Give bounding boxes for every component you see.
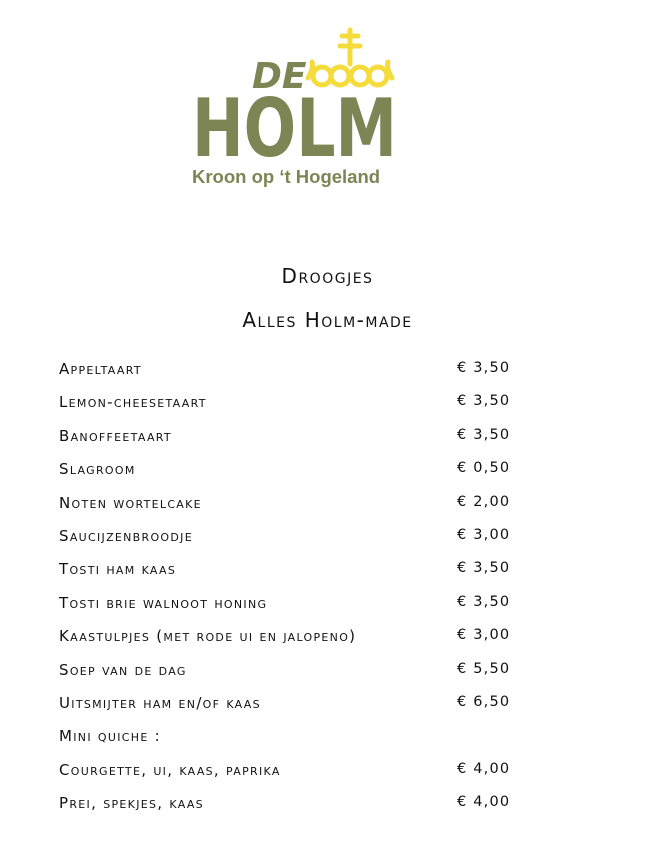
menu-item — [59, 727, 519, 760]
menu-item-name: Kaastulpjes (met rode ui en jalopeno) — [59, 627, 357, 646]
menu-item-name: Uitsmijter ham en/of kaas — [59, 693, 261, 712]
menu-item — [59, 527, 519, 560]
menu-item-name: Tosti brie walnoot honing — [59, 593, 268, 612]
menu-item-name: Slagroom — [59, 460, 136, 479]
menu-item — [59, 427, 519, 460]
menu-item — [59, 460, 519, 493]
menu-item — [59, 794, 519, 827]
logo — [190, 22, 405, 192]
menu-item-price: € 3,50 — [457, 560, 511, 577]
menu-item — [59, 594, 519, 627]
section-title: Droogjes — [281, 264, 374, 288]
section-subtitle: Alles Holm-made — [242, 308, 413, 332]
menu-item-price: € 6,50 — [457, 693, 511, 710]
menu-item — [59, 560, 519, 593]
menu-item-name: Mini quiche : — [59, 727, 162, 746]
menu-item-name: Saucijzenbroodje — [59, 526, 193, 545]
menu-item-name: Appeltaart — [59, 360, 142, 378]
menu-item-price: € 5,50 — [457, 660, 511, 677]
menu-item-name: Noten wortelcake — [59, 493, 202, 512]
menu-item — [59, 694, 519, 727]
menu-item-name: Courgette, ui, kaas, paprika — [59, 760, 281, 779]
menu-item-name: Prei, spekjes, kaas — [59, 794, 204, 813]
menu-item-name: Lemon-cheesetaart — [59, 393, 207, 412]
menu-item-price: € 3,50 — [457, 393, 511, 410]
crown-icon — [308, 30, 392, 85]
menu-item — [59, 661, 519, 694]
logo-word-holm: HOLM — [192, 82, 397, 167]
menu-item-price: € 3,50 — [457, 360, 511, 376]
menu-item-price: € 2,00 — [457, 493, 511, 510]
logo-graphic — [190, 22, 405, 167]
menu-item-price: € 3,00 — [457, 627, 511, 644]
menu-item-price: € 4,00 — [457, 794, 511, 811]
menu-list — [59, 360, 519, 827]
menu-item — [59, 360, 519, 393]
logo-word-de: DE — [252, 56, 307, 97]
menu-item-price: € 3,50 — [457, 426, 511, 443]
menu-item-price: € 4,00 — [457, 760, 511, 777]
logo-tagline: Kroon op ‘t Hogeland — [192, 166, 381, 187]
menu-item-name: Banoffeetaart — [59, 426, 172, 445]
menu-item-price: € 0,50 — [457, 460, 511, 477]
menu-item — [59, 494, 519, 527]
menu-item-price: € 3,00 — [457, 526, 511, 543]
menu-item-price: € 3,50 — [457, 593, 511, 610]
menu-item — [59, 761, 519, 794]
menu-item — [59, 627, 519, 660]
menu-item — [59, 393, 519, 426]
menu-item-name: Tosti ham kaas — [59, 560, 177, 579]
menu-item-name: Soep van de dag — [59, 660, 187, 679]
